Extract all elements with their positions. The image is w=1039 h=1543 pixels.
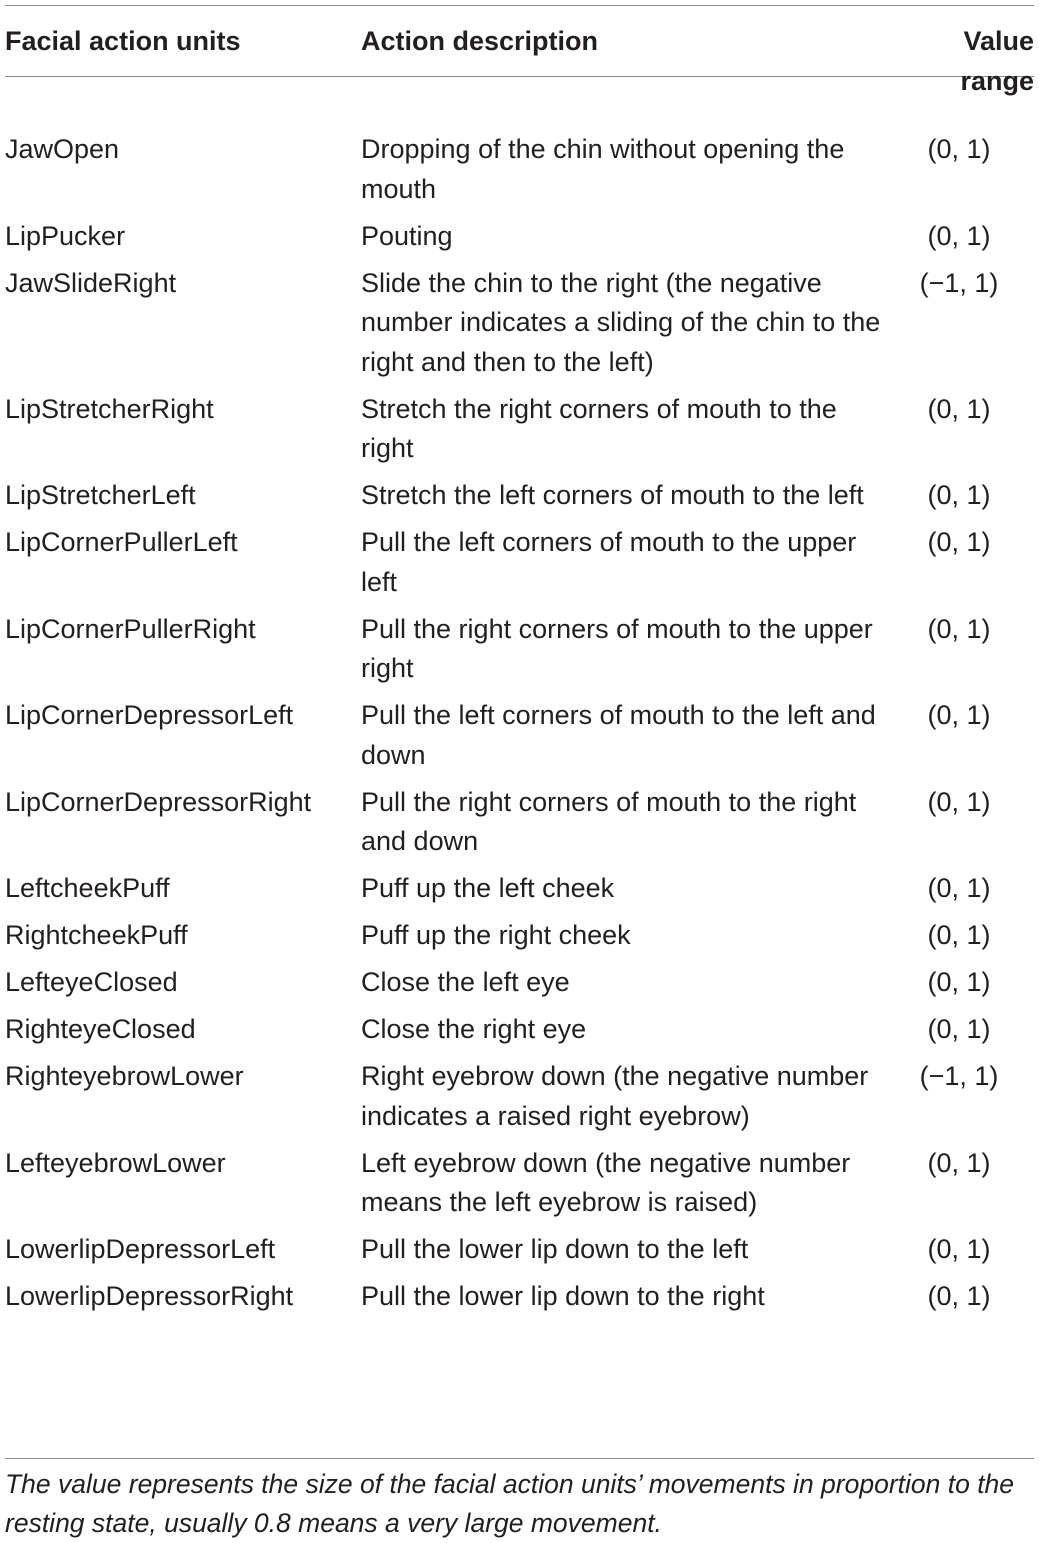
- cell-facial-action-unit: LipStretcherLeft: [5, 480, 196, 510]
- table-row: [5, 869, 1034, 916]
- cell-facial-action-unit: LipStretcherRight: [5, 393, 214, 424]
- cell-facial-action-unit: LowerlipDepressorRight: [5, 1281, 294, 1311]
- table-row: [5, 264, 1034, 390]
- cell-action-description: Stretch the right corners of mouth to the right: [361, 393, 837, 463]
- cell-action-description: Dropping of the chin without opening the mouth: [361, 134, 845, 204]
- table-row: [5, 1010, 1034, 1057]
- cell-action-description: Pull the right corners of mouth to the upper right: [361, 613, 873, 683]
- cell-action-description: Puff up the right cheek: [361, 920, 631, 950]
- cell-action-description: Pull the left corners of mouth to the left and down: [361, 700, 876, 770]
- table-top-rule: [5, 5, 1034, 6]
- cell-facial-action-unit: LipCornerPullerLeft: [5, 527, 238, 557]
- cell-action-description: Pull the right corners of mouth to the right and down: [361, 786, 857, 856]
- cell-facial-action-unit: LipPucker: [5, 220, 126, 251]
- cell-action-description: Close the left eye: [361, 967, 570, 997]
- cell-facial-action-unit: LeftcheekPuff: [5, 873, 170, 903]
- cell-facial-action-unit: LipCornerDepressorRight: [5, 786, 312, 817]
- cell-action-description: Left eyebrow down (the negative number means the left eyebrow is raised): [361, 1147, 851, 1217]
- table-row: [5, 523, 1034, 610]
- cell-facial-action-unit: LefteyeClosed: [5, 967, 178, 997]
- cell-value-range: (0, 1): [927, 967, 991, 997]
- table-bottom-rule: [5, 1458, 1034, 1459]
- cell-action-description: Pull the lower lip down to the left: [361, 1234, 749, 1264]
- cell-facial-action-unit: RighteyebrowLower: [5, 1061, 244, 1091]
- table-row: [5, 1057, 1034, 1144]
- cell-action-description: Puff up the left cheek: [361, 873, 615, 903]
- cell-action-description: Right eyebrow down (the negative number indicates a raised right eyebrow): [361, 1061, 869, 1131]
- cell-action-description: Pull the left corners of mouth to the upper left: [361, 527, 857, 597]
- table-body: [5, 114, 1034, 1324]
- cell-value-range: (0, 1): [927, 873, 991, 903]
- cell-value-range: (0, 1): [927, 527, 991, 557]
- cell-value-range: (0, 1): [927, 700, 991, 730]
- cell-facial-action-unit: LipCornerDepressorLeft: [5, 700, 294, 730]
- table-header-row: [5, 12, 1034, 114]
- facial-action-units-table: [5, 12, 1034, 1324]
- table-row: [5, 1277, 1034, 1324]
- cell-value-range: (0, 1): [927, 1147, 991, 1178]
- cell-facial-action-unit: JawSlideRight: [5, 267, 177, 298]
- header-facial-action-units: Facial action units: [5, 26, 241, 56]
- table-row: [5, 916, 1034, 963]
- cell-value-range: (0, 1): [927, 220, 991, 251]
- cell-value-range: (0, 1): [927, 920, 991, 950]
- table-row: [5, 114, 1034, 217]
- cell-value-range: (0, 1): [927, 1014, 991, 1044]
- table-row: [5, 476, 1034, 523]
- cell-facial-action-unit: LefteyebrowLower: [5, 1147, 226, 1178]
- cell-action-description: Slide the chin to the right (the negative number indicates a sliding of the chin to the right and then to the left): [361, 267, 881, 377]
- table-row: [5, 217, 1034, 264]
- cell-value-range: (0, 1): [927, 786, 991, 817]
- table-row: [5, 1144, 1034, 1231]
- cell-value-range: (−1, 1): [919, 267, 999, 298]
- header-action-description: Action description: [361, 26, 599, 56]
- cell-value-range: (0, 1): [927, 393, 991, 424]
- cell-facial-action-unit: RighteyeClosed: [5, 1014, 196, 1044]
- cell-action-description: Pouting: [361, 220, 453, 251]
- table-row: [5, 610, 1034, 697]
- cell-action-description: Stretch the left corners of mouth to the left: [361, 480, 864, 510]
- cell-value-range: (−1, 1): [919, 1061, 999, 1091]
- cell-value-range: (0, 1): [927, 613, 991, 644]
- table-footnote: The value represents the size of the facial action units’ movements in proportion to the resting state, usually 0.8 means a very large movement.: [5, 1469, 1015, 1538]
- table-row: [5, 1230, 1034, 1277]
- cell-facial-action-unit: LipCornerPullerRight: [5, 613, 256, 644]
- cell-facial-action-unit: RightcheekPuff: [5, 920, 188, 950]
- cell-value-range: (0, 1): [927, 480, 991, 510]
- cell-facial-action-unit: LowerlipDepressorLeft: [5, 1234, 276, 1264]
- cell-action-description: Close the right eye: [361, 1014, 587, 1044]
- cell-action-description: Pull the lower lip down to the right: [361, 1281, 765, 1311]
- table-row: [5, 963, 1034, 1010]
- cell-facial-action-unit: JawOpen: [5, 134, 120, 164]
- table-row: [5, 696, 1034, 783]
- table-row: [5, 390, 1034, 477]
- cell-value-range: (0, 1): [927, 1281, 991, 1311]
- cell-value-range: (0, 1): [927, 134, 991, 164]
- cell-value-range: (0, 1): [927, 1234, 991, 1264]
- header-value-range: Value range: [960, 26, 1034, 96]
- table-row: [5, 783, 1034, 870]
